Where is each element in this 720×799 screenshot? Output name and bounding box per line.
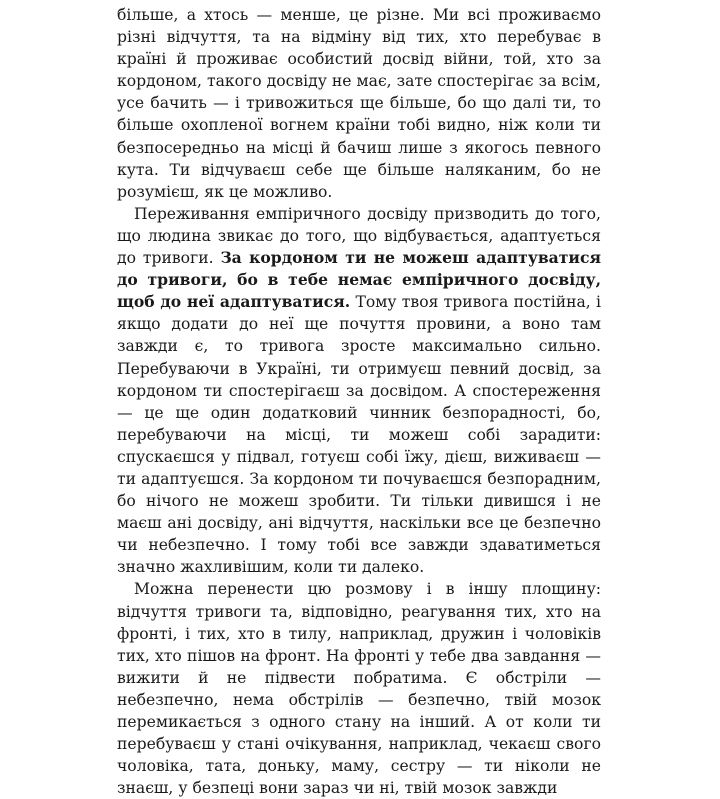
paragraph-1-text: більше, а хтось — менше, це різне. Ми всі проживаємо різні відчуття, та на відміну від тих, хто перебуває в країні й проживає особистий досвід війни, той, хто за кордоном, такого досвіду не має, зате спостерігає за всім, усе бачить — і тривожиться ще більше, бо що далі ти, то більше охопленої вогнем країни тобі видно, ніж коли ти безпосередньо на місці й бачиш лише з якогось певного кута. Ти відчуваєш себе ще більше наляканим, бо не розумієш, як це можливо. [117,6,601,201]
paragraph-3 [117,578,601,799]
paragraph-2-bold-emphasis: За кордоном ти не можеш адаптуватися до тривоги, бо в тебе немає емпіричного досвіду, щоб до неї адаптуватися. [117,248,602,312]
paragraph-2-text-part-1: Переживання емпіричного досвіду призводить до того, що людина звикає до того, що відбувається, адаптується до тривоги. [117,204,601,268]
paragraph-1 [117,4,601,203]
paragraph-2 [117,203,601,579]
paragraph-3-text: Можна перенести цю розмову і в іншу площину: відчуття тривоги та, відповідно, реагування тих, хто на фронті, і тих, хто в тилу, наприклад, дружин і чоловіків тих, хто пішов на фронт. На фронті у тебе два завдання — вижити й не підвести побратима. Є обстріли — небезпечно, нема обстрілів — безпечно, твій мозок перемикається з одного стану на інший. А от коли ти перебуваєш у стані очікування, наприклад, чекаєш свого чоловіка, тата, доньку, маму, сестру — ти ніколи не знаєш, у безпеці вони зараз чи ні, твій мозок завжди [117,580,601,798]
document-page [117,4,601,799]
paragraph-2-text-part-2: Тому твоя тривога постійна, і якщо додати до неї ще почуття провини, а воно там завжди є, то тривога зросте максимально сильно. Перебуваючи в Україні, ти отримуєш певний досвід, за кордоном ти спостерігаєш за досвідом. А спостереження — це ще один додатковий чинник безпорадності, бо, перебуваючи на місці, ти можеш собі зарадити: спускаєшся у підвал, готуєш собі їжу, дієш, виживаєш — ти адаптуєшся. За кордоном ти почуваєшся безпорадним, бо нічого не можеш зробити. Ти тільки дивишся і не маєш ані досвіду, ані відчуття, наскільки все це безпечно чи небезпечно. І тому тобі все завжди здаватиметься значно жахливішим, коли ти далеко. [117,293,601,577]
